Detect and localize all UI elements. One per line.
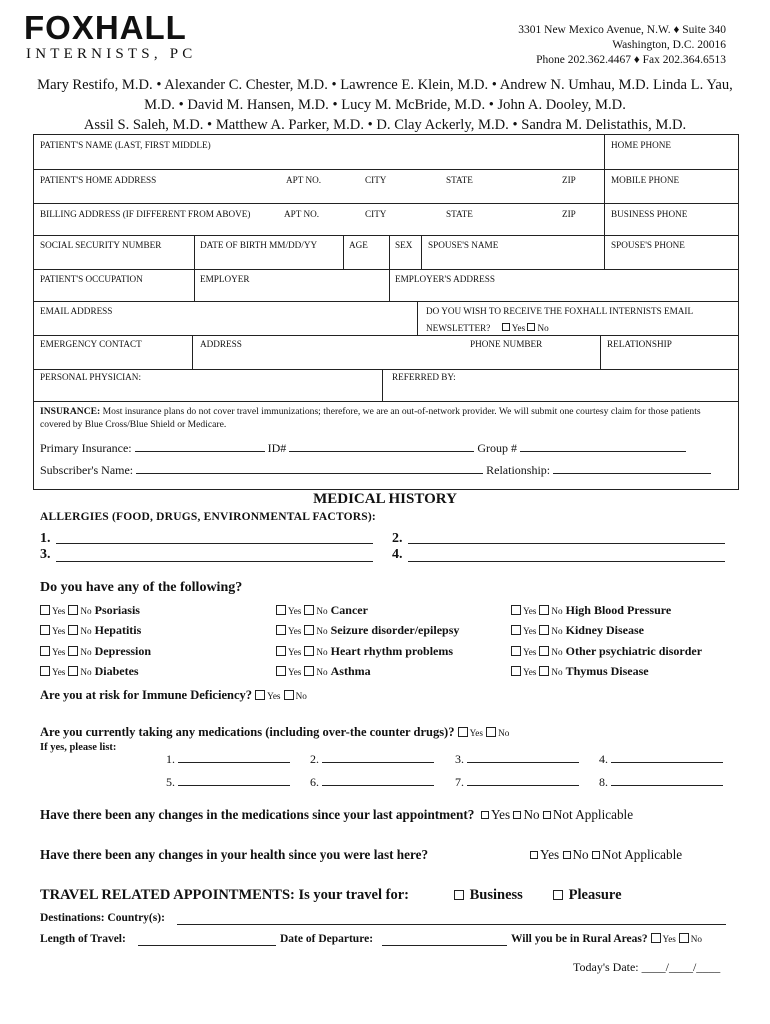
condition-item — [511, 623, 644, 638]
medication-item — [599, 774, 723, 790]
condition-label: Kidney Disease — [565, 623, 644, 637]
billing-address-field[interactable]: BILLING ADDRESS (IF DIFFERENT FROM ABOVE) — [40, 209, 251, 219]
home-phone-field[interactable]: HOME PHONE — [611, 140, 671, 150]
condition-yes-checkbox[interactable] — [511, 605, 521, 615]
condition-yes-checkbox[interactable] — [276, 605, 286, 615]
immune-question: Are you at risk for Immune Deficiency? — [40, 688, 253, 702]
meds-row — [40, 725, 509, 740]
yes-label: Yes — [523, 647, 537, 657]
medication-item — [455, 751, 579, 767]
no-label: No — [80, 667, 92, 677]
insurance-text: Most insurance plans do not cover travel immunizations; therefore, we are an out-of-network provider. We will submit one courtesy claim for those patients covered by Blue Cross/Blue Shield or Medicare. — [40, 406, 701, 430]
travel-pleasure-option — [553, 887, 622, 904]
medication-item — [599, 751, 723, 767]
employer-address-field[interactable]: EMPLOYER'S ADDRESS — [395, 274, 495, 284]
emergency-relationship-field[interactable]: RELATIONSHIP — [607, 339, 672, 349]
yes-label: Yes — [267, 691, 281, 701]
address-line: Washington, D.C. 20016 — [612, 39, 726, 51]
changes-meds-no-checkbox[interactable] — [513, 811, 521, 819]
insurance-label: INSURANCE: — [40, 406, 101, 417]
allergy-number: 2. — [392, 531, 403, 546]
allergy-number: 3. — [40, 547, 51, 562]
zip-field[interactable]: ZIP — [562, 175, 576, 185]
yes-label: Yes — [662, 934, 676, 944]
yes-label: Yes — [523, 667, 537, 677]
insurance-note — [40, 405, 730, 431]
immune-yes-checkbox[interactable] — [255, 690, 265, 700]
yes-label: Yes — [540, 847, 560, 862]
condition-label: Thymus Disease — [565, 664, 649, 678]
meds-no-checkbox[interactable] — [486, 727, 496, 737]
logo-foxhall: FOXHALL — [24, 9, 187, 46]
no-label: No — [80, 626, 92, 636]
destinations-label: Destinations: Country(s): — [40, 912, 165, 924]
yes-label: Yes — [288, 606, 302, 616]
medication-input[interactable] — [322, 751, 434, 763]
yes-label: Yes — [523, 626, 537, 636]
age-field[interactable]: AGE — [349, 240, 368, 250]
allergy-number: 1. — [40, 531, 51, 546]
no-label: No — [80, 647, 92, 657]
condition-label: Asthma — [330, 664, 371, 678]
condition-item — [40, 603, 140, 618]
spouse-phone-field[interactable]: SPOUSE'S PHONE — [611, 240, 685, 250]
spouse-name-field[interactable]: SPOUSE'S NAME — [428, 240, 499, 250]
no-label: No — [551, 606, 563, 616]
patient-name-field[interactable]: PATIENT'S NAME (LAST, FIRST MIDDLE) — [40, 140, 211, 150]
city-field[interactable]: CITY — [365, 175, 387, 185]
employer-field[interactable]: EMPLOYER — [200, 274, 250, 284]
doctors-line: Assil S. Saleh, M.D. • Matthew A. Parker, M.D. • D. Clay Ackerly, M.D. • Sandra M. Delistathis, M.D. — [83, 117, 687, 133]
no-label: No — [316, 606, 328, 616]
condition-yes-checkbox[interactable] — [40, 666, 50, 676]
medication-item — [455, 774, 579, 790]
emergency-address-field[interactable]: ADDRESS — [200, 339, 242, 349]
changes-health-row — [40, 847, 428, 863]
rural-no-checkbox[interactable] — [679, 933, 689, 943]
primary-insurance-label: Primary Insurance: — [40, 441, 132, 455]
yes-label: Yes — [288, 626, 302, 636]
relationship-input[interactable] — [553, 462, 711, 474]
relationship-label: Relationship: — [486, 463, 551, 477]
newsletter-yes-checkbox[interactable] — [502, 323, 510, 331]
condition-no-checkbox[interactable] — [304, 625, 314, 635]
condition-item — [511, 603, 671, 618]
newsletter-label: NEWSLETTER? — [426, 323, 491, 333]
subscriber-input[interactable] — [136, 462, 483, 474]
newsletter-question: DO YOU WISH TO RECEIVE THE FOXHALL INTERNISTS EMAIL — [426, 306, 694, 316]
todays-date[interactable]: Today's Date: ____/____/____ — [573, 960, 721, 974]
doctors-line: Mary Restifo, M.D. • Alexander C. Chester, M.D. • Lawrence E. Klein, M.D. • Andrew N. Umhau, M.D. Linda L. Yau, — [37, 77, 733, 93]
changes-meds-yes-checkbox[interactable] — [481, 811, 489, 819]
patient-info-form — [33, 134, 739, 490]
travel-row — [40, 887, 409, 904]
occupation-field[interactable]: PATIENT'S OCCUPATION — [40, 274, 143, 284]
medication-number: 5. — [166, 775, 175, 789]
personal-physician-field[interactable]: PERSONAL PHYSICIAN: — [40, 372, 141, 382]
changes-health-options — [530, 847, 682, 863]
changes-health-yes-checkbox[interactable] — [530, 851, 538, 859]
emergency-contact-field[interactable]: EMERGENCY CONTACT — [40, 339, 142, 349]
medication-item — [310, 751, 434, 767]
condition-label: Cancer — [330, 603, 368, 617]
medication-input[interactable] — [322, 774, 434, 786]
destinations-input[interactable] — [177, 924, 726, 925]
condition-yes-checkbox[interactable] — [511, 646, 521, 656]
medication-input[interactable] — [467, 774, 579, 786]
condition-label: Diabetes — [94, 664, 139, 678]
condition-item — [40, 623, 141, 638]
referred-by-field[interactable]: REFERRED BY: — [392, 372, 456, 382]
newsletter-options — [426, 323, 549, 334]
condition-no-checkbox[interactable] — [68, 666, 78, 676]
no-label: No — [537, 323, 549, 333]
no-label: No — [523, 807, 540, 822]
doctors-list — [10, 75, 760, 135]
condition-yes-checkbox[interactable] — [276, 646, 286, 656]
condition-no-checkbox[interactable] — [68, 605, 78, 615]
yes-label: Yes — [511, 323, 526, 333]
departure-label: Date of Departure: — [280, 933, 374, 945]
condition-item — [511, 644, 702, 659]
apt-no-field[interactable]: APT NO. — [286, 175, 322, 185]
rural-row — [511, 933, 702, 945]
condition-no-checkbox[interactable] — [539, 646, 549, 656]
medication-input[interactable] — [178, 774, 290, 786]
logo-internists: INTERNISTS, PC — [26, 46, 197, 62]
medication-item — [166, 751, 290, 767]
no-label: No — [551, 667, 563, 677]
condition-yes-checkbox[interactable] — [40, 625, 50, 635]
doctors-line: M.D. • David M. Hansen, M.D. • Lucy M. McBride, M.D. • John A. Dooley, M.D. — [144, 97, 626, 113]
medication-number: 4. — [599, 752, 608, 766]
ssn-field[interactable]: SOCIAL SECURITY NUMBER — [40, 240, 162, 250]
yes-label: Yes — [490, 807, 511, 822]
changes-meds-row — [40, 807, 633, 823]
condition-label: Other psychiatric disorder — [565, 644, 703, 658]
business-phone-field[interactable]: BUSINESS PHONE — [611, 209, 688, 219]
condition-label: Heart rhythm problems — [330, 644, 454, 658]
condition-yes-checkbox[interactable] — [511, 666, 521, 676]
no-label: No — [80, 606, 92, 616]
condition-item — [276, 603, 368, 618]
condition-no-checkbox[interactable] — [68, 646, 78, 656]
mobile-phone-field[interactable]: MOBILE PHONE — [611, 175, 680, 185]
condition-no-checkbox[interactable] — [304, 646, 314, 656]
email-field[interactable]: EMAIL ADDRESS — [40, 306, 113, 316]
subscriber-row — [40, 462, 711, 477]
allergy-4-input[interactable] — [408, 561, 725, 562]
length-travel-label: Length of Travel: — [40, 933, 126, 945]
billing-apt-no-field[interactable]: APT NO. — [284, 209, 320, 219]
immune-row — [40, 688, 307, 703]
medication-input[interactable] — [467, 751, 579, 763]
primary-insurance-row — [40, 440, 686, 455]
clinic-address — [518, 23, 726, 68]
yes-label: Yes — [469, 728, 483, 738]
business-checkbox[interactable] — [454, 890, 464, 900]
yes-label: Yes — [288, 667, 302, 677]
changes-meds-na-checkbox[interactable] — [543, 811, 551, 819]
sex-field[interactable]: SEX — [395, 240, 413, 250]
no-label: No — [572, 847, 589, 862]
no-label: No — [316, 626, 328, 636]
if-yes-label: If yes, please list: — [40, 742, 117, 753]
pleasure-label: Pleasure — [568, 887, 622, 903]
billing-state-field[interactable]: STATE — [446, 209, 473, 219]
na-label: Not Applicable — [552, 807, 634, 822]
yes-label: Yes — [52, 626, 66, 636]
dob-field[interactable]: DATE OF BIRTH MM/DD/YY — [200, 240, 318, 250]
medication-item — [166, 774, 290, 790]
condition-item — [276, 644, 453, 659]
id-input[interactable] — [289, 440, 474, 452]
yes-label: Yes — [52, 667, 66, 677]
medication-number: 2. — [310, 752, 319, 766]
allergy-1-input[interactable] — [56, 543, 373, 544]
condition-yes-checkbox[interactable] — [40, 646, 50, 656]
billing-zip-field[interactable]: ZIP — [562, 209, 576, 219]
meds-yes-checkbox[interactable] — [458, 727, 468, 737]
allergies-label: ALLERGIES (FOOD, DRUGS, ENVIRONMENTAL FACTORS): — [40, 511, 376, 523]
medication-input[interactable] — [611, 751, 723, 763]
address-line: 3301 New Mexico Avenue, N.W. ♦ Suite 340 — [518, 24, 726, 36]
condition-yes-checkbox[interactable] — [276, 666, 286, 676]
condition-no-checkbox[interactable] — [304, 605, 314, 615]
condition-label: Hepatitis — [94, 623, 142, 637]
medication-input[interactable] — [611, 774, 723, 786]
allergy-2-input[interactable] — [408, 543, 725, 544]
no-label: No — [316, 667, 328, 677]
condition-item — [276, 664, 371, 679]
immune-no-checkbox[interactable] — [284, 690, 294, 700]
no-label: No — [316, 647, 328, 657]
condition-label: Psoriasis — [94, 603, 140, 617]
rural-question: Will you be in Rural Areas? — [511, 933, 648, 945]
business-label: Business — [469, 887, 523, 903]
medical-history-title: MEDICAL HISTORY — [313, 491, 457, 507]
travel-question: TRAVEL RELATED APPOINTMENTS: Is your travel for: — [40, 887, 409, 903]
condition-no-checkbox[interactable] — [539, 605, 549, 615]
travel-business-option — [454, 887, 523, 904]
departure-input[interactable] — [382, 945, 507, 946]
condition-yes-checkbox[interactable] — [40, 605, 50, 615]
condition-label: Seizure disorder/epilepsy — [330, 623, 460, 637]
pleasure-checkbox[interactable] — [553, 890, 563, 900]
medication-number: 1. — [166, 752, 175, 766]
changes-health-no-checkbox[interactable] — [563, 851, 571, 859]
subscriber-label: Subscriber's Name: — [40, 463, 134, 477]
home-address-field[interactable]: PATIENT'S HOME ADDRESS — [40, 175, 157, 185]
medication-input[interactable] — [178, 751, 290, 763]
condition-no-checkbox[interactable] — [304, 666, 314, 676]
changes-health-na-checkbox[interactable] — [592, 851, 600, 859]
length-travel-input[interactable] — [138, 945, 276, 946]
medication-number: 3. — [455, 752, 464, 766]
emergency-phone-field[interactable]: PHONE NUMBER — [470, 339, 543, 349]
no-label: No — [551, 626, 563, 636]
yes-label: Yes — [288, 647, 302, 657]
conditions-question: Do you have any of the following? — [40, 580, 243, 595]
changes-meds-question: Have there been any changes in the medications since your last appointment? — [40, 807, 475, 822]
yes-label: Yes — [52, 647, 66, 657]
yes-label: Yes — [523, 606, 537, 616]
medication-number: 7. — [455, 775, 464, 789]
billing-city-field[interactable]: CITY — [365, 209, 387, 219]
condition-no-checkbox[interactable] — [68, 625, 78, 635]
no-label: No — [690, 934, 702, 944]
group-input[interactable] — [520, 440, 686, 452]
condition-label: High Blood Pressure — [565, 603, 672, 617]
condition-item — [276, 623, 459, 638]
group-label: Group # — [477, 441, 517, 455]
rural-yes-checkbox[interactable] — [651, 933, 661, 943]
changes-health-question: Have there been any changes in your health since you were last here? — [40, 847, 429, 862]
primary-insurance-input[interactable] — [135, 440, 265, 452]
medication-number: 8. — [599, 775, 608, 789]
condition-label: Depression — [94, 644, 152, 658]
allergy-number: 4. — [392, 547, 403, 562]
yes-label: Yes — [52, 606, 66, 616]
no-label: No — [295, 691, 307, 701]
allergy-3-input[interactable] — [56, 561, 373, 562]
state-field[interactable]: STATE — [446, 175, 473, 185]
medication-item — [310, 774, 434, 790]
condition-yes-checkbox[interactable] — [511, 625, 521, 635]
condition-item — [40, 664, 139, 679]
condition-no-checkbox[interactable] — [539, 666, 549, 676]
condition-item — [40, 644, 151, 659]
condition-item — [511, 664, 649, 679]
condition-yes-checkbox[interactable] — [276, 625, 286, 635]
address-line: Phone 202.362.4467 ♦ Fax 202.364.6513 — [536, 54, 726, 66]
no-label: No — [551, 647, 563, 657]
meds-question: Are you currently taking any medications (including over-the counter drugs)? — [40, 725, 455, 739]
medication-number: 6. — [310, 775, 319, 789]
na-label: Not Applicable — [601, 847, 683, 862]
id-label: ID# — [267, 441, 287, 455]
condition-no-checkbox[interactable] — [539, 625, 549, 635]
newsletter-no-checkbox[interactable] — [527, 323, 535, 331]
no-label: No — [498, 728, 510, 738]
